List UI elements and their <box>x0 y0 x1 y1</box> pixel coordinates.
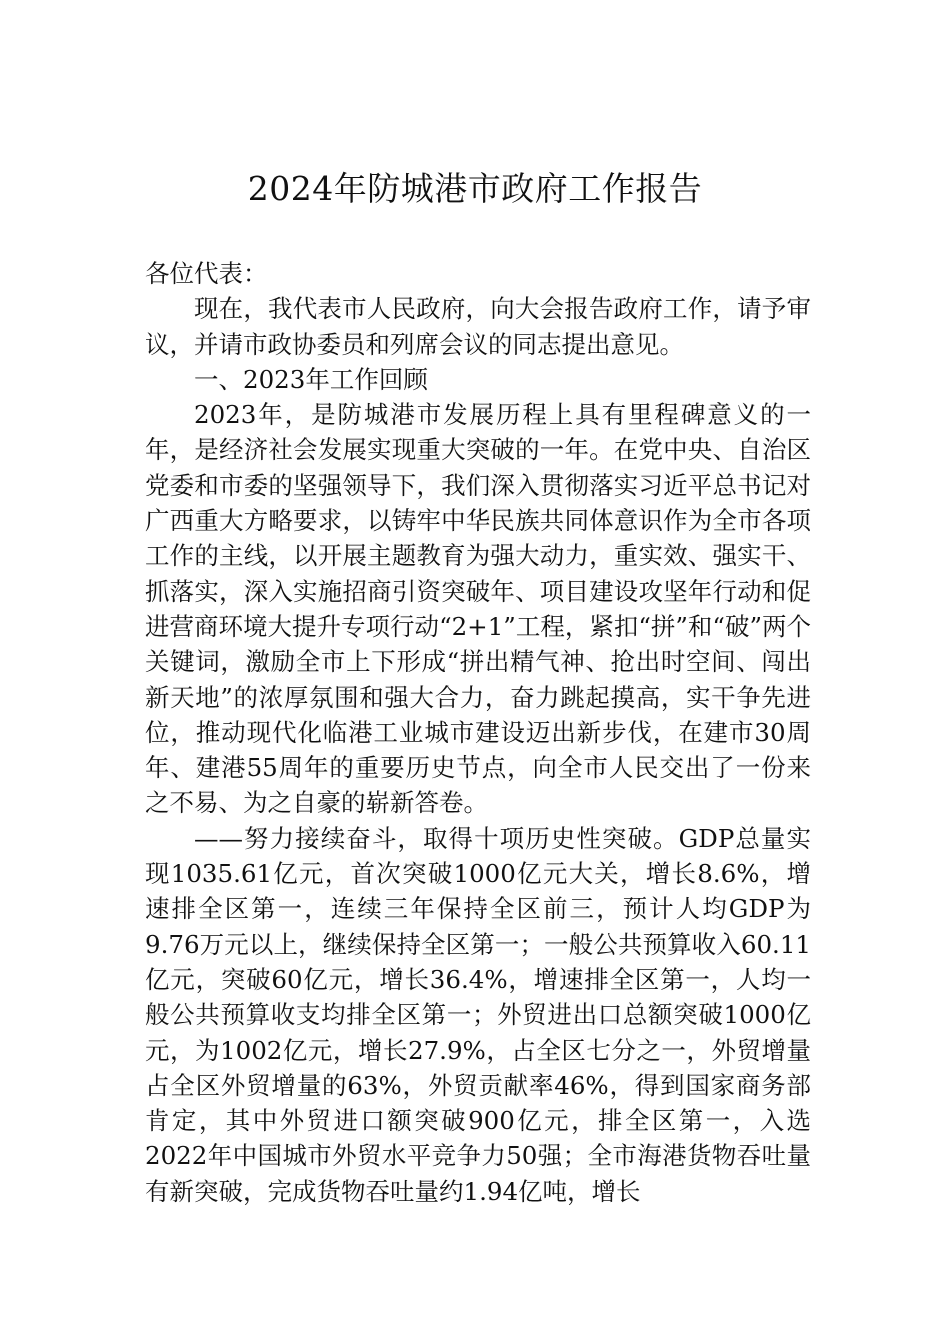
paragraph-breakthroughs: ——努力接续奋斗，取得十项历史性突破。GDP总量实现1035.61亿元，首次突破1000亿元大关，增长8.6%，增速排全区第一，连续三年保持全区前三，预计人均GDP为9.76万元以上，继续保持全区第一；一般公共预算收入60.11亿元，突破60亿元，增长36.4%，增速排全区第一，人均一般公共预算收支均排全区第一；外贸进出口总额突破1000亿元，为1002亿元，增长27.9%，占全区七分之一，外贸增量占全区外贸增量的63%，外贸贡献率46%，得到国家商务部肯定，其中外贸进口额突破900亿元，排全区第一，入选2022年中国城市外贸水平竞争力50强；全市海港货物吞吐量有新突破，完成货物吞吐量约1.94亿吨，增长 <box>145 823 811 1206</box>
paragraph-opening: 现在，我代表市人民政府，向大会报告政府工作，请予审议，并请市政协委员和列席会议的同志提出意见。 <box>145 294 811 359</box>
document-title: 2024年防城港市政府工作报告 <box>247 169 703 208</box>
document-body <box>145 256 811 1209</box>
section-heading: 一、2023年工作回顾 <box>194 364 428 394</box>
paragraph-review: 2023年，是防城港市发展历程上具有里程碑意义的一年，是经济社会发展实现重大突破的一年。在党中央、自治区党委和市委的坚强领导下，我们深入贯彻落实习近平总书记对广西重大方略要求，以铸牢中华民族共同体意识作为全市各项工作的主线，以开展主题教育为强大动力，重实效、强实干、抓落实，深入实施招商引资突破年、项目建设攻坚年行动和促进营商环境大提升专项行动“2+1”工程，紧扣“拼”和“破”两个关键词，激励全市上下形成“拼出精气神、抢出时空间、闯出新天地”的浓厚氛围和强大合力，奋力跳起摸高，实干争先进位，推动现代化临港工业城市建设迈出新步伐，在建市30周年、建港55周年的重要历史节点，向全市人民交出了一份来之不易、为之自豪的崭新答卷。 <box>145 400 811 818</box>
salutation: 各位代表： <box>145 259 268 288</box>
